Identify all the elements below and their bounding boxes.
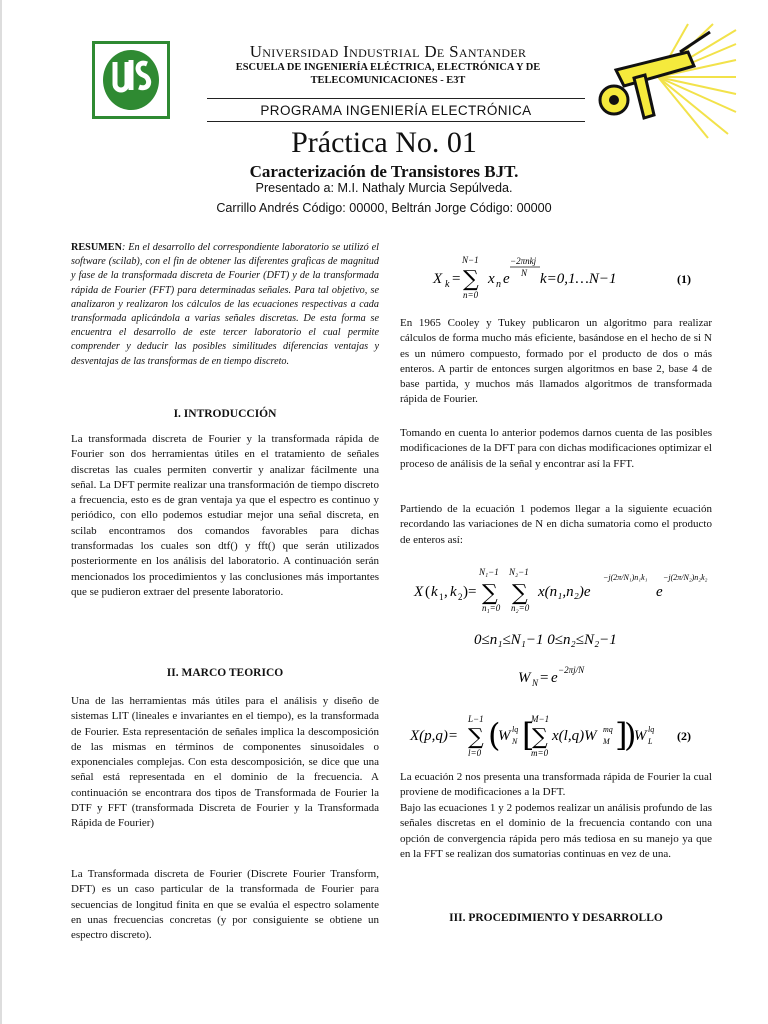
svg-text:∑: ∑ xyxy=(468,725,484,750)
e3t-logo xyxy=(588,22,738,140)
svg-text:M−1: M−1 xyxy=(531,714,550,724)
svg-text:X: X xyxy=(414,584,424,600)
svg-text:1: 1 xyxy=(439,592,444,602)
svg-text:L−1: L−1 xyxy=(468,714,484,724)
svg-text:∑: ∑ xyxy=(463,267,479,292)
svg-text:,: , xyxy=(444,584,448,600)
intro-heading: I. INTRODUCCIÓN xyxy=(173,408,277,420)
authors: Carrillo Andrés Código: 00000, Beltrán Jorge Código: 00000 xyxy=(216,201,552,215)
program-name: PROGRAMA INGENIERÍA ELECTRÓNICA xyxy=(260,103,532,118)
svg-text:N: N xyxy=(512,737,518,746)
presented-to: Presentado a: M.I. Nathaly Murcia Sepúlveda. xyxy=(255,181,513,195)
svg-text:lq: lq xyxy=(648,725,655,734)
svg-text:(: ( xyxy=(488,716,501,754)
svg-text:N−1: N−1 xyxy=(462,255,479,265)
svg-text:=: = xyxy=(540,670,549,686)
svg-text:W: W xyxy=(518,670,531,686)
svg-text:): ) xyxy=(624,716,637,754)
svg-text:−2πnkj: −2πnkj xyxy=(510,256,537,266)
svg-text:−j(2π/N₂)n₂k₂: −j(2π/N₂)n₂k₂ xyxy=(663,573,708,582)
svg-text:)=: )= xyxy=(463,584,477,600)
svg-text:n₂=0: n₂=0 xyxy=(511,603,530,613)
eq1-range: k=0,1…N−1 xyxy=(540,271,617,287)
svg-text:−j(2π/N₁)n₁k₁: −j(2π/N₁)n₁k₁ xyxy=(603,573,648,582)
theory-paragraph-1: Una de las herramientas más útiles para el análisis y diseño de sistemas LIT (lineales e invariantes en el tiempo), es la transformada de Fourier. Esta representación de señales implica la descomposición de las mismas en términos de componentes sinusoidales o exponenciales complejas. Con esta descomposición, se dice que una señal está representada en el dominio de la frecuencia. A continuación se encontrara dos tipos de Transformada de Fourier la DTF y FFT (transformada Discreta de Fourier y la Transformada Rápida de Fourier) xyxy=(71,695,379,830)
svg-text:(: ( xyxy=(425,584,430,600)
svg-text:x(n₁,n₂)e: x(n₁,n₂)e xyxy=(538,584,591,600)
svg-text:∑: ∑ xyxy=(532,725,548,750)
equation-2 xyxy=(400,708,712,766)
page-title: Práctica No. 01 xyxy=(291,126,477,159)
procedure-heading: III. PROCEDIMIENTO Y DESARROLLO xyxy=(449,912,663,924)
abstract xyxy=(71,241,379,369)
svg-text:n=0: n=0 xyxy=(463,290,479,300)
svg-text:N: N xyxy=(532,678,539,688)
svg-text:m=0: m=0 xyxy=(531,748,549,758)
university-name: Universidad Industrial De Santander xyxy=(249,42,527,61)
svg-text:∑: ∑ xyxy=(512,581,528,606)
svg-text:e: e xyxy=(551,670,558,686)
svg-text:−2πj/N: −2πj/N xyxy=(558,665,585,675)
svg-text:k: k xyxy=(431,584,438,600)
intro-paragraph: La transformada discreta de Fourier y la transformada rápida de Fourier son dos herramientas útiles en el tratamiento de señales discretas las cuales permiten convertir y analizar fácilmente una señal. La DFT permite realizar una transformación de tiempo discreto a frecuencia, esto es de gran ventaja ya que el espectro es continuo y periódico, con ello podemos estudiar mejor una señal discreta, en scilab encontramos dos comandos favorables para dichas transformadas los cuales son dtf() y fft() que serán utilizados posteriormente en los análisis del laboratorio. A continuación serán mencionados los procedimientos y las conclusiones más importantes que se pudieron extraer del presente laboratorio. xyxy=(71,433,379,598)
svg-text:mq: mq xyxy=(603,725,613,734)
svg-text:M: M xyxy=(603,737,610,746)
divider-bottom xyxy=(207,121,585,122)
equation-1 xyxy=(400,248,712,304)
svg-text:X(p,q)=: X(p,q)= xyxy=(410,728,459,744)
svg-text:e: e xyxy=(656,584,663,600)
svg-text:X: X xyxy=(433,271,443,287)
svg-text:N₁−1: N₁−1 xyxy=(479,567,499,577)
svg-text:e: e xyxy=(503,271,510,287)
school-line-1: ESCUELA DE INGENIERÍA ELÉCTRICA, ELECTRÓNICA Y DE xyxy=(235,62,541,73)
svg-text:2: 2 xyxy=(458,592,463,602)
svg-text:l=0: l=0 xyxy=(468,748,482,758)
svg-text:k: k xyxy=(445,279,450,290)
svg-text:∑: ∑ xyxy=(482,581,498,606)
eq-conditions: 0≤n₁≤N₁−1 0≤n₂≤N₂−1 xyxy=(474,632,617,648)
abstract-text: : En el desarrollo del correspondiente laboratorio se utilizó el software (scilab), con el fin de obtener las diferentes graficas de magnitud y fase de la transformada discreta de Fourier (DFT) y de la transformada rápida de Fourier (FFT) para determinadas señales. Para tal objetivo, se analizaron y realizaron los cálculos de las ecuaciones respectivas a cada transformada aplicándola a varias señales discretas. De esta forma se encuentra el desarrollo de este tercer laboratorio el cual permite comprender y deducir las posibles similitudes diferencias ventajas y desventajas de las transformas de en tiempo discreto. xyxy=(71,242,379,367)
svg-text:W: W xyxy=(498,728,511,744)
right-paragraph-1: En 1965 Cooley y Tukey publicaron un algoritmo para realizar cálculos de forma mucho más eficiente, basándose en el hecho de si N es un número compuesto, formado por el producto de dos o más enteros. A partir de entonces surgen algoritmos en base 2, base 4 de base partida, y muchos más llamados algoritmos de transformada rápida de Fourier. xyxy=(400,317,712,406)
svg-text:W: W xyxy=(634,728,647,744)
svg-text:L: L xyxy=(648,737,653,746)
right-paragraph-5: Bajo las ecuaciones 1 y 2 podemos realizar un análisis profundo de las señales discretas en el dominio de la frecuencia contando con una opción de convergencia rápida pero más tediosa en su manejo ya que en la FFT se realizan dos sumatorias continuas en vez de una. xyxy=(400,802,712,860)
school-line-2: TELECOMUNICACIONES - E3T xyxy=(310,75,466,86)
svg-text:x: x xyxy=(488,271,495,287)
right-paragraph-2: Tomando en cuenta lo anterior podemos darnos cuenta de las posibles modificaciones de la DFT para con dichas modificaciones optimizar el proceso de análisis de la señal y encontrar así la FFT. xyxy=(400,427,712,470)
svg-text:n: n xyxy=(496,279,501,290)
theory-heading: II. MARCO TEORICO xyxy=(166,667,284,679)
theory-paragraph-2: La Transformada discreta de Fourier (Discrete Fourier Transform, DFT) es un caso particular de la transformada de Fourier para secuencias de longitud finita en que se evalúa el espectro solamente en unas frecuencias concretas (y por consiguiente se obtiene un espectro discreto). xyxy=(71,868,379,942)
svg-text:N: N xyxy=(521,268,528,278)
page-subtitle: Caracterización de Transistores BJT. xyxy=(249,162,519,181)
uis-logo xyxy=(92,41,170,119)
divider-top xyxy=(207,98,585,99)
svg-text:N₂−1: N₂−1 xyxy=(509,567,529,577)
abstract-label: RESUMEN xyxy=(71,242,122,253)
right-paragraph-4: La ecuación 2 nos presenta una transformada rápida de Fourier la cual proviene de modificaciones a la DFT. xyxy=(400,771,712,799)
school-name xyxy=(200,61,576,87)
equation-block xyxy=(400,560,712,710)
svg-text:x(l,q)W: x(l,q)W xyxy=(552,728,597,744)
svg-text:lq: lq xyxy=(512,725,519,734)
eq2-label: (2) xyxy=(677,729,691,743)
svg-text:[: [ xyxy=(522,716,535,754)
svg-text:=: = xyxy=(452,271,461,287)
svg-text:n₁=0: n₁=0 xyxy=(482,603,501,613)
svg-text:k: k xyxy=(450,584,457,600)
svg-text:]: ] xyxy=(615,716,628,754)
right-paragraph-3: Partiendo de la ecuación 1 podemos llegar a la siguiente ecuación recordando las variaciones de N en dicha sumatoria como el producto de enteros así: xyxy=(400,503,712,546)
eq1-label: (1) xyxy=(677,272,691,286)
